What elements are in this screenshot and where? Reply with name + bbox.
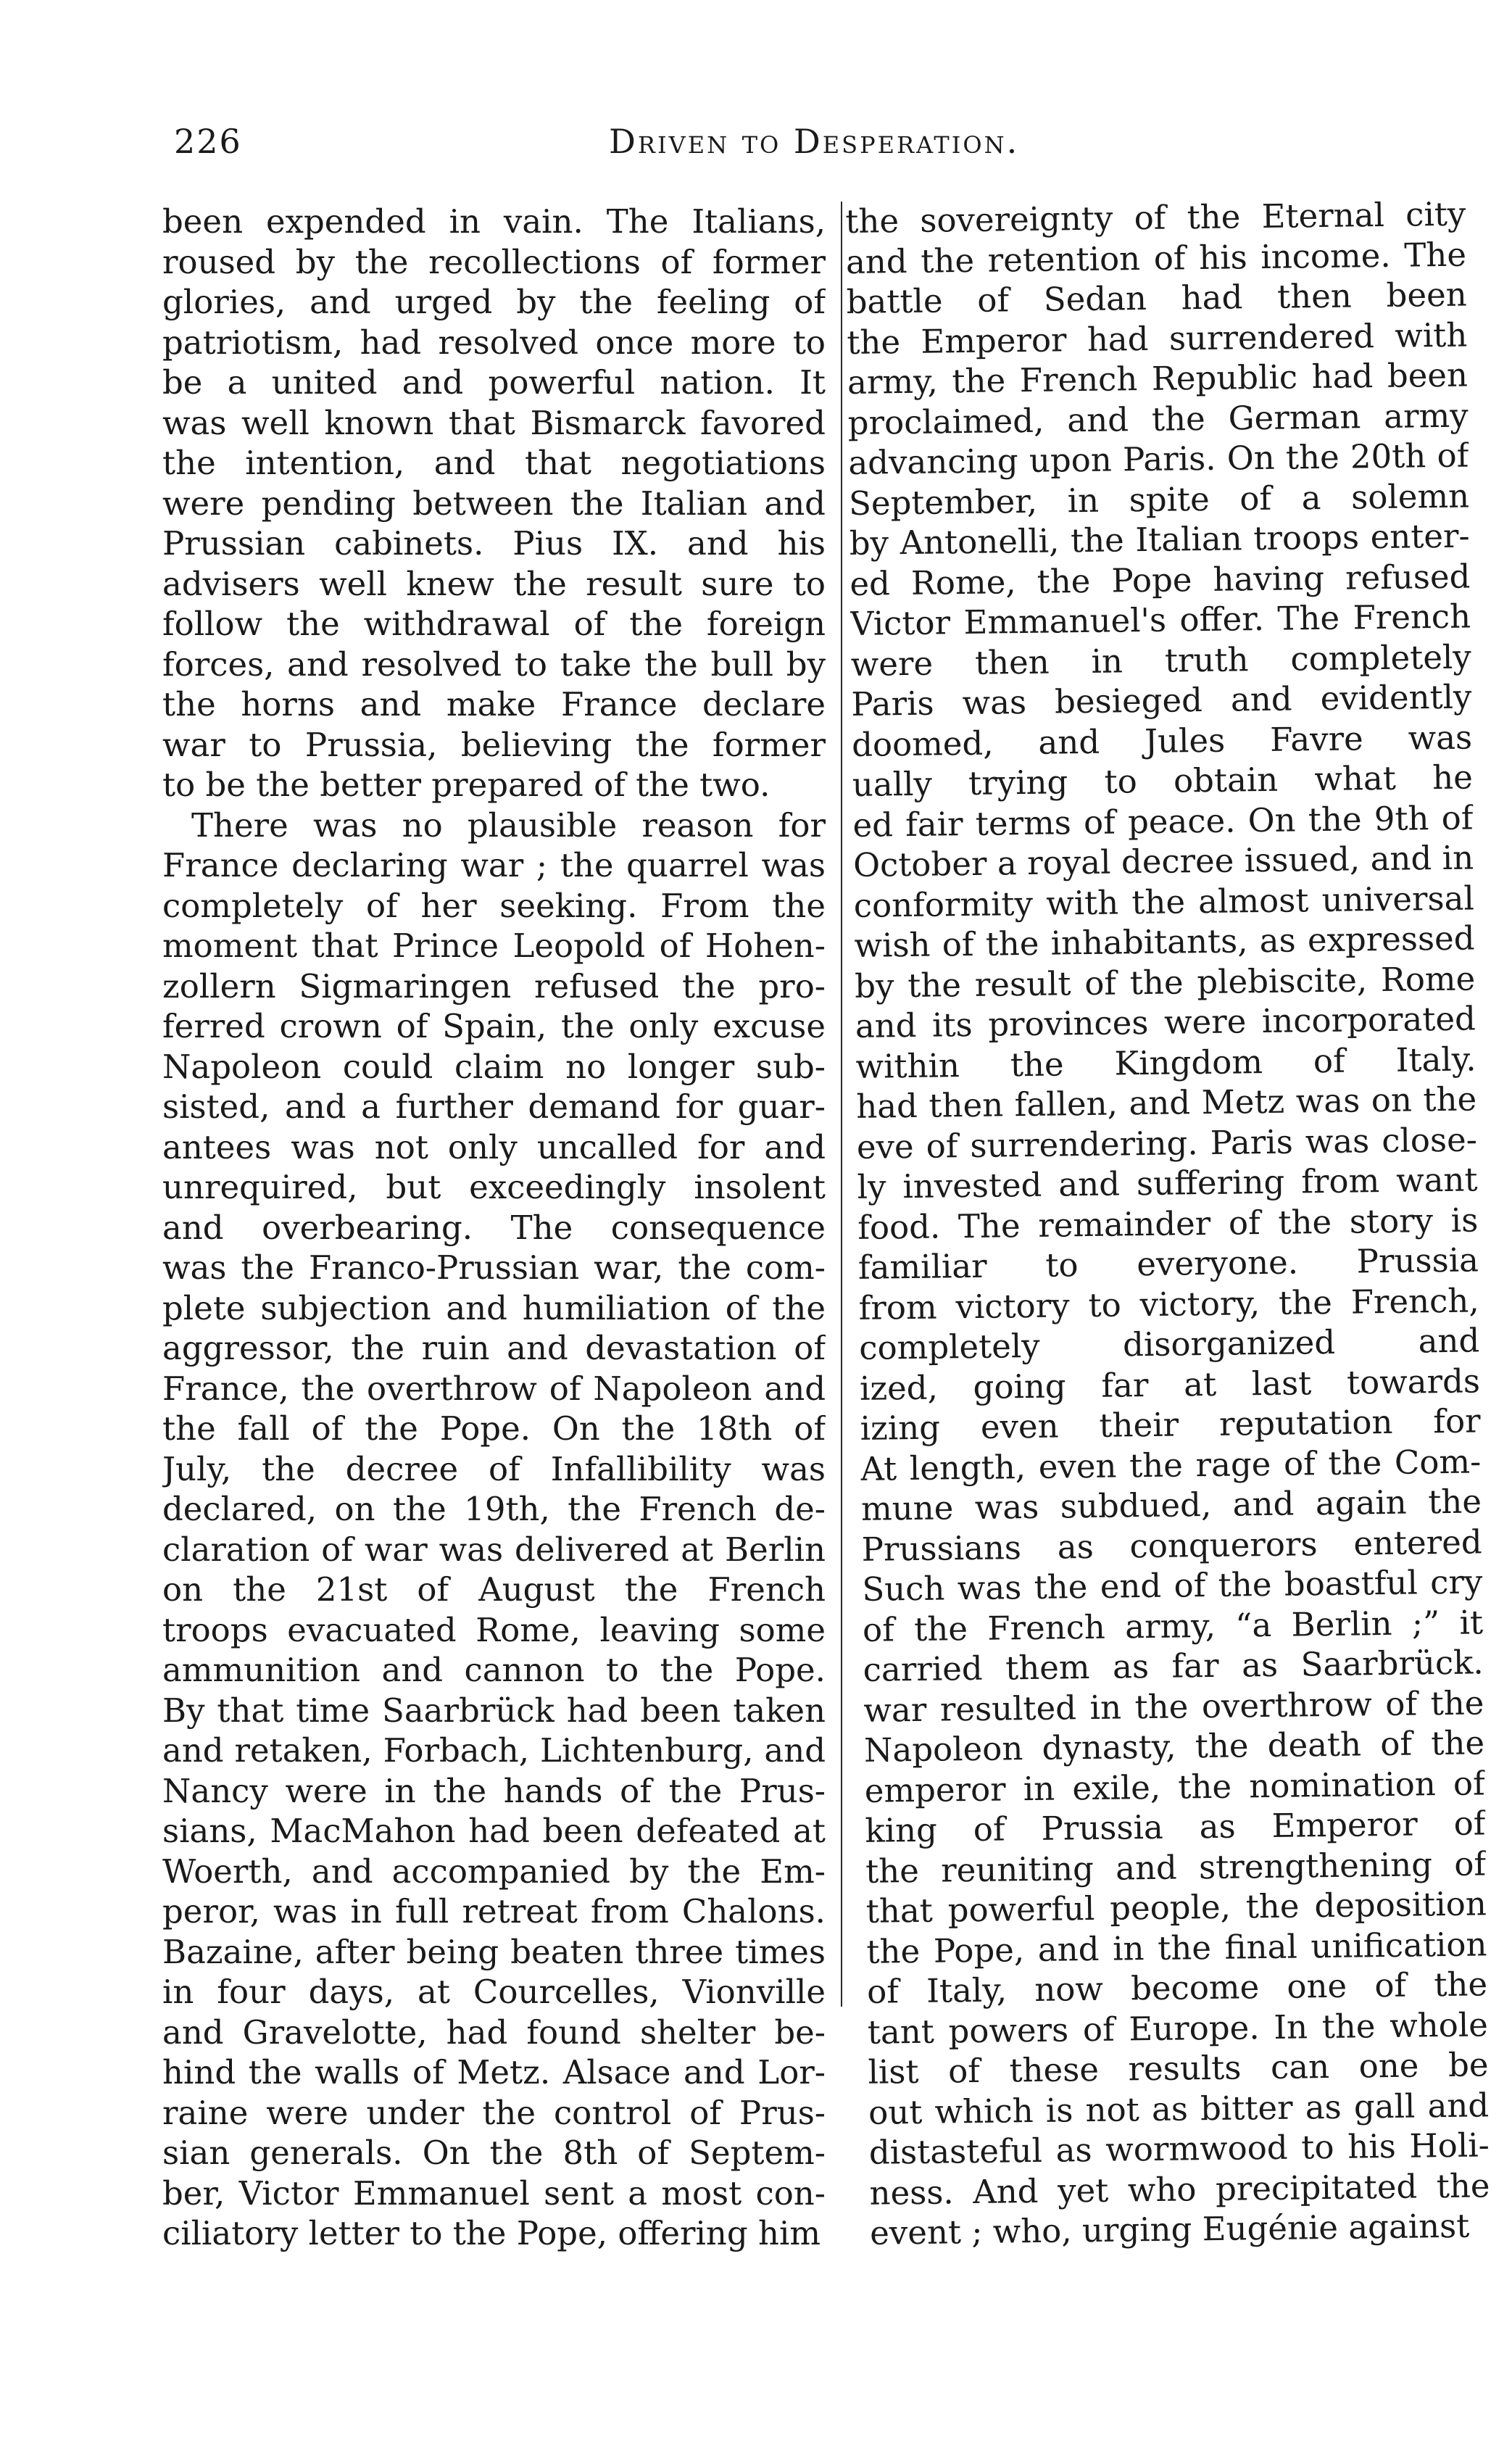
text-line: proclaimed, and the German army <box>847 396 1469 442</box>
text-line: the Pope, and in the final unification <box>866 1924 1487 1971</box>
page-number: 226 <box>174 122 242 161</box>
text-line: familiar to everyone. Prussia <box>857 1240 1479 1287</box>
text-line: tant powers of Europe. In the whole <box>867 2005 1489 2052</box>
text-line: troops evacuated Rome, leaving some <box>162 1610 826 1649</box>
text-line: zollern Sigmaringen refused the pro- <box>162 966 826 1006</box>
text-line: had then fallen, and Metz was on the <box>855 1079 1477 1126</box>
text-line: antees was not only uncalled for and <box>162 1127 826 1166</box>
text-line: ciliatory letter to the Pope, offering him <box>162 2214 821 2252</box>
text-line: by Antonelli, the Italian troops enter- <box>849 516 1471 563</box>
text-line: been expended in vain. The Italians, <box>162 202 826 241</box>
text-line: izing even their reputation for <box>860 1401 1481 1448</box>
text-line: and retaken, Forbach, Lichtenburg, and <box>162 1731 826 1770</box>
text-line: France, the overthrow of Napoleon and <box>162 1369 826 1408</box>
text-line: October a royal decree issued, and in <box>852 838 1474 884</box>
text-line: There was no plausible reason for <box>191 805 826 845</box>
text-line: declared, on the 19th, the French de- <box>162 1490 826 1528</box>
text-line: was the Franco-Prussian war, the com- <box>162 1248 826 1287</box>
text-line: and overbearing. The consequence <box>162 1208 826 1247</box>
text-line: advancing upon Paris. On the 20th of <box>848 436 1469 482</box>
text-line: army, the French Republic had been <box>847 355 1469 402</box>
text-line: conformity with the almost universal <box>853 878 1475 925</box>
text-line: Paris was besieged and evidently <box>851 677 1472 724</box>
text-line: Bazaine, after being beaten three times <box>162 1932 826 1971</box>
text-line: wish of the inhabitants, as expressed <box>854 919 1475 965</box>
text-line: Prussians as conquerors entered <box>861 1522 1482 1569</box>
text-line: carried them as far as Saarbrück. <box>863 1643 1484 1689</box>
text-line: By that time Saarbrück had been taken <box>162 1691 826 1730</box>
text-line: raine were under the control of Prus- <box>162 2093 826 2132</box>
text-line: Such was the end of the boastful cry <box>862 1562 1483 1609</box>
running-head <box>174 122 1464 165</box>
text-line: and Gravelotte, had found shelter be- <box>162 2012 826 2052</box>
text-line: ually trying to obtain what he <box>852 758 1474 804</box>
text-line: on the 21st of August the French <box>162 1570 826 1609</box>
text-line: July, the decree of Infallibility was <box>162 1449 826 1488</box>
text-line: list of these results can one be <box>868 2045 1489 2091</box>
text-line: patriotism, had resolved once more to <box>162 323 826 362</box>
text-line: ed fair terms of peace. On the 9th of <box>852 797 1474 845</box>
text-line: ness. And yet who precipitated the <box>869 2165 1490 2213</box>
text-line: king of Prussia as Emperor of <box>865 1804 1486 1850</box>
text-line: within the Kingdom of Italy. <box>855 1039 1476 1086</box>
text-line: food. The remainder of the story is <box>857 1200 1479 1247</box>
text-line: plete subjection and humiliation of the <box>162 1288 826 1327</box>
text-line: of Italy, now become one of the <box>866 1965 1488 2011</box>
right-text-column <box>845 194 1491 2254</box>
text-line: the horns and make France declare <box>162 685 826 724</box>
text-line: hind the walls of Metz. Alsace and Lor- <box>162 2053 826 2091</box>
text-line: glories, and urged by the feeling of <box>162 283 826 321</box>
text-line: Napoleon could claim no longer sub- <box>162 1047 826 1086</box>
text-line: were then in truth completely <box>850 637 1472 684</box>
text-line: mune was subdued, and again the <box>860 1482 1482 1528</box>
text-line: completely of her seeking. From the <box>162 886 826 925</box>
text-line: aggressor, the ruin and devastation of <box>162 1329 826 1367</box>
text-line: war resulted in the overthrow of the <box>863 1683 1484 1730</box>
text-line: the sovereignty of the Eternal city <box>845 194 1466 241</box>
text-line: ly invested and suffering from want <box>857 1160 1478 1206</box>
text-line: ed Rome, the Pope having refused <box>850 557 1471 603</box>
left-text-column <box>162 202 826 2254</box>
text-line: from victory to victory, the French, <box>858 1280 1479 1327</box>
text-line: distasteful as wormwood to his Holi- <box>868 2126 1490 2172</box>
text-line: the reuniting and strengthening of <box>865 1844 1487 1891</box>
text-line: were pending between the Italian and <box>162 484 826 523</box>
text-line: and the retention of his income. The <box>845 235 1467 281</box>
text-line: emperor in exile, the nomination of <box>864 1763 1486 1810</box>
text-line: advisers well knew the result sure to <box>162 564 826 603</box>
text-line: by the result of the plebiscite, Rome <box>854 958 1476 1006</box>
text-line: follow the withdrawal of the foreign <box>162 605 826 643</box>
text-line: ized, going far at last towards <box>859 1361 1481 1408</box>
text-line: Prussian cabinets. Pius IX. and his <box>162 524 826 563</box>
text-line: out which is not as bitter as gall and <box>868 2085 1490 2132</box>
text-line: to be the better prepared of the two. <box>162 766 770 804</box>
text-line: war to Prussia, believing the former <box>162 725 826 764</box>
text-line: moment that Prince Leopold of Hohen- <box>162 926 826 965</box>
text-line: ber, Victor Emmanuel sent a most con- <box>162 2173 826 2213</box>
text-line: that powerful people, the deposition <box>865 1884 1487 1931</box>
text-line: ammunition and cannon to the Pope. <box>162 1651 826 1689</box>
text-line: completely disorganized and <box>858 1321 1480 1367</box>
text-line: the fall of the Pope. On the 18th of <box>162 1409 826 1448</box>
text-line: At length, even the rage of the Com- <box>860 1441 1482 1488</box>
text-line: forces, and resolved to take the bull by <box>162 644 826 684</box>
text-line: Woerth, and accompanied by the Em- <box>162 1852 826 1891</box>
text-line: eve of surrendering. Paris was close- <box>856 1119 1478 1166</box>
text-line: Nancy were in the hands of the Prus- <box>162 1771 826 1810</box>
text-line: battle of Sedan had then been <box>846 275 1467 321</box>
text-line: sisted, and a further demand for guar- <box>162 1087 826 1126</box>
text-line: ferred crown of Spain, the only excuse <box>162 1007 826 1045</box>
text-line: sian generals. On the 8th of Septem- <box>162 2134 826 2172</box>
text-line: unrequired, but exceedingly insolent <box>162 1168 826 1206</box>
text-line: Napoleon dynasty, the death of the <box>863 1723 1485 1770</box>
text-line: the intention, and that negotiations <box>162 444 826 482</box>
text-line: claration of war was delivered at Berlin <box>162 1530 826 1569</box>
text-line: in four days, at Courcelles, Vionville <box>162 1973 826 2011</box>
column-divider <box>841 202 842 2007</box>
text-line: sians, MacMahon had been defeated at <box>162 1812 826 1850</box>
text-line: peror, was in full retreat from Chalons. <box>162 1892 826 1931</box>
text-line: roused by the recollections of former <box>162 242 826 281</box>
text-line: France declaring war ; the quarrel was <box>162 846 826 884</box>
text-line: the Emperor had surrendered with <box>847 315 1468 362</box>
text-line: Victor Emmanuel's offer. The French <box>850 597 1471 643</box>
text-line: be a united and powerful nation. It <box>162 363 826 402</box>
text-line: was well known that Bismarck favored <box>162 403 826 442</box>
text-line: event ; who, urging Eugénie against <box>869 2206 1470 2252</box>
running-title: Driven to Desperation. <box>609 122 1020 161</box>
text-line: doomed, and Jules Favre was <box>851 717 1473 764</box>
text-line: and its provinces were incorporated <box>855 999 1476 1045</box>
text-line: of the French army, “a Berlin ;” it <box>862 1602 1484 1649</box>
text-line: September, in spite of a solemn <box>848 476 1470 523</box>
